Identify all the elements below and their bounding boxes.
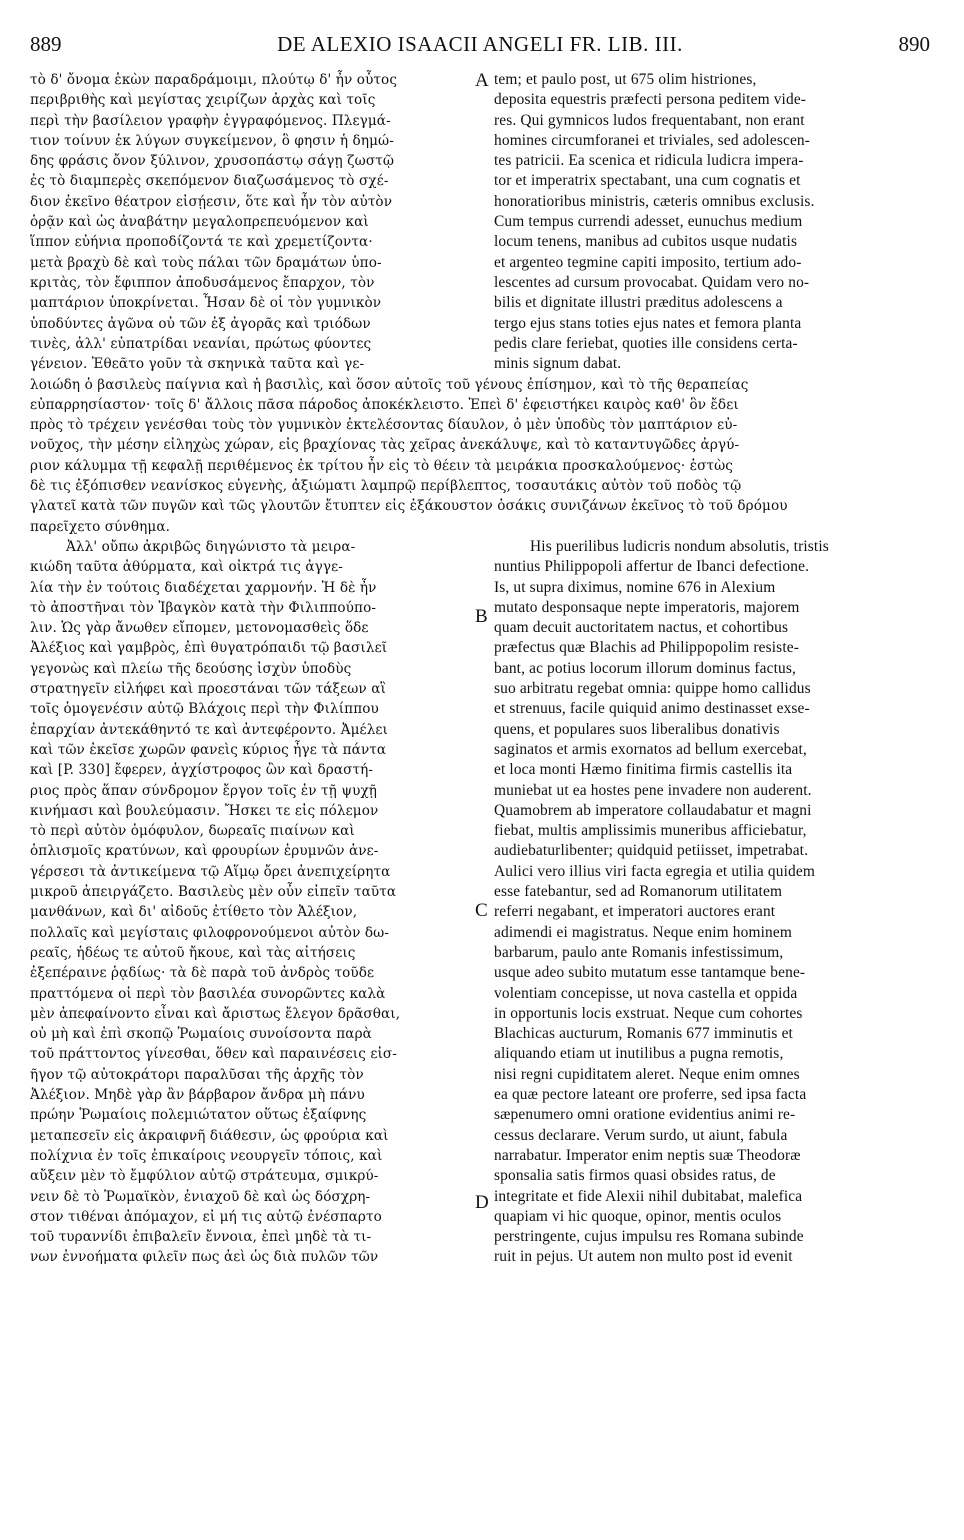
text-line: λία τὴν ἐν τούτοις διαδέχεται χαρμονήν. Ἡ δὲ ἦν	[30, 579, 377, 596]
page-number-right: 890	[898, 32, 930, 56]
text-line: minis signum dabat.	[494, 355, 622, 373]
text-line: δης φράσις ὄνον ξύλινον, χρυσοπάστῳ σάγῃ ζωστῷ	[30, 153, 395, 170]
greek-full-width-paragraph	[30, 375, 934, 537]
text-line: τοῦ τυραννίδι ἐπιβαλεῖν ἔννοια, ἐπεὶ μηδὲ τὰ τι-	[30, 1229, 372, 1246]
latin-column-section-3	[494, 537, 934, 1268]
text-line: λοιώδη ὁ βασιλεὺς παίγνια καὶ ἡ βασιλὶς, καὶ ὅσον αὐτοῖς τοῦ γένους ἐπίσημον, καὶ τὸ τῆς θεραπείας	[30, 376, 749, 393]
text-line: ea quæ pectore lateant ore proferre, sed ipsa facta	[494, 1086, 807, 1104]
text-line: Ἀλέξιος καὶ γαμβρὸς, ἐπὶ θυγατρόπαιδι τῷ βασιλεῖ	[30, 640, 388, 657]
text-line: μὲν ἀπεφαίνοντο εἶναι καὶ ἄριστως ἔλεγον δρᾶσθαι,	[30, 1005, 401, 1022]
text-line: στρατηγεῖν εἰλήφει καὶ προεστάναι τῶν τάξεων αἳ	[30, 681, 386, 698]
text-line: ἵππον εὐήνια προποδίζοντά τε καὶ χρεμετίζοντα·	[30, 234, 373, 251]
text-line: ριος πρὸς ἅπαν σύνδρομον ἔργον τοῖς ἐν τῇ ψυχῇ	[30, 782, 378, 799]
text-line: Ἀλέξιον. Μηδὲ γὰρ ἂν βάρβαρον ἄνδρα μὴ πάνυ	[30, 1087, 365, 1104]
text-line: γλατεῖ κατὰ τῶν πυγῶν καὶ τῶς γλουτῶν ἔτυπτεν εἰς ἐξάκουστον ὁσάκις συνιζάνων ἐκεῖνος τὸ τοῦ δρόμου	[30, 498, 788, 515]
text-line: aliquando etiam ut inutilibus a pugna remotis,	[494, 1045, 784, 1063]
text-line: tor et imperatrix spectabant, una cum cognatis et	[494, 172, 801, 190]
text-line: πολλαῖς καὶ μεγίσταις φιλοφρονούμενοι αὐτὸν δω-	[30, 924, 390, 941]
text-line: κινήμασι καὶ βουλεύμασιν. Ἤσκει τε εἰς πόλεμον	[30, 802, 379, 819]
running-title: DE ALEXIO ISAACII ANGELI FR. LIB. III.	[277, 32, 683, 56]
text-line: τὸ περὶ αὐτὸν ὁμόφυλον, δωρεαῖς πιαίνων καὶ	[30, 823, 355, 840]
text-line: τὸ ἀποστῆναι τὸν Ἰβαγκὸν κατὰ τὴν Φιλιππούπο-	[30, 599, 377, 616]
text-line: integritate et fide Alexii nihil dubitabat, malefica	[494, 1187, 803, 1205]
text-line: γεγονὼς καὶ πλείω τῆς δεούσης ἰσχὺν ὑποδὺς	[30, 660, 352, 677]
text-line: volentiam concepisse, ut nova castella et oppida	[494, 984, 798, 1002]
text-line: καὶ [P. 330] ἔφερεν, ἀγχίστροφος ὢν καὶ δραστή-	[30, 762, 374, 779]
text-line: homines circumforanei et triviales, sed adolescen-	[494, 131, 811, 149]
text-line: τοῦ πράττοντος γίνεσθαι, ὅθεν καὶ παραινέσεις εἰσ-	[30, 1046, 397, 1063]
text-line: τινὲς, ἀλλ' εὐπατρίδαι νεανίαι, πρώτως φύοντες	[30, 335, 372, 352]
text-line: Ἀλλ' οὔπω ἀκριβῶς διηγώνιστο τὰ μειρα-	[66, 539, 356, 555]
text-line: γένειον. Ἐθεᾶτο γοῦν τὰ σκηνικὰ ταῦτα καὶ γε-	[30, 356, 365, 373]
text-line: narrabatur. Imperator enim neptis suæ Theodoræ	[494, 1146, 801, 1164]
text-line: ριον κάλυμμα τῇ κεφαλῇ περιθέμενος ἐκ τρίτου ἦν εἰς τὸ θέειν τὰ μειράκια προσκαλούμενος· ἑστὼς	[30, 457, 734, 474]
text-line: usque adeo subito mutatum esse tantamque bene-	[494, 964, 806, 982]
text-line: mutato desponsaque nepte imperatoris, majorem	[494, 598, 800, 616]
text-line: οὐ μὴ καὶ ἐπὶ σκοπῷ Ῥωμαίοις συνοίσοντα παρὰ	[30, 1026, 372, 1043]
text-line: κριτὰς, τὸν ἔφιππον ἀποδυσάμενος ἔπαρχον, τὸν	[30, 274, 375, 291]
text-line: διον ἐκεῖνο θέατρον εἰσῄεσιν, ὅτε καὶ ἦν τὸν αὐτὸν	[30, 193, 393, 210]
text-line: Is, ut supra diximus, nomine 676 in Alexium	[494, 578, 776, 596]
text-line: μαπτάριον ὑποκρίνεται. Ἦσαν δὲ οἱ τὸν γυμνικὸν	[30, 295, 382, 312]
text-line: μανθάνων, καὶ δι' αἰδοῦς ἐτίθετο τὸν Ἀλέξιον,	[30, 904, 358, 921]
text-line: Blachicas aucturum, Romanis 677 imminutis et	[494, 1025, 793, 1043]
text-line: πραττόμενα οἱ περὶ τὸν βασιλέα συνορῶντες καλὰ	[30, 985, 386, 1002]
text-line: στον τιθέναι ἀπόμαχον, εἰ μή τις αὐτῷ ἐνέσπαρτο	[30, 1208, 382, 1225]
text-line: ὁρᾷν καὶ ὡς ἀναβάτην μεγαλοπρεπευόμενον καὶ	[30, 214, 369, 231]
text-line: λιν. Ὡς γὰρ ἄνωθεν εἴπομεν, μετονομασθεὶς ὅδε	[30, 620, 369, 637]
text-line: saginatos et armis exornatos ad bellum exercebat,	[494, 740, 807, 758]
text-line: Quamobrem ab imperatore collaudabatur et magni	[494, 801, 812, 819]
text-line: μικροῦ ἀπειργάζετο. Βασιλεὺς μὲν οὖν εἰπεῖν ταῦτα	[30, 884, 397, 901]
text-line: ἐπαρχίαν ἀντεκάθηντό τε καὶ ἀντεφέροντο. Ἀμέλει	[30, 721, 388, 738]
text-line: et strenuus, facile quiquid animo destinasset exse-	[494, 700, 810, 718]
text-line: deposita equestris præfecti persona peditem vide-	[494, 91, 807, 109]
text-line: perstringente, cujus impulsu res Romana subinde	[494, 1228, 804, 1246]
text-line: esse fatebantur, sed ad Romanorum utilitatem	[494, 883, 783, 901]
text-line: περιβριθὴς καὶ μεγίστας χειρίζων ἀρχὰς καὶ τοῖς	[30, 92, 376, 109]
text-line: καὶ τῶν ἐκεῖσε χωρῶν φανεὶς κύριος ἦγε τὰ πάντα	[30, 741, 387, 758]
margin-marker-a: A	[475, 70, 489, 91]
text-line: nisi regni cupiditatem aleret. Neque enim omnes	[494, 1065, 800, 1083]
greek-column-section-3	[30, 537, 472, 1268]
page-number-left: 889	[30, 32, 62, 56]
text-line: ὑποδύντες ἀγῶνα οὐ τῶν ἐξ ἀγορᾶς καὶ τριόδων	[30, 315, 371, 332]
text-line: Aulici vero illius viri facta egregia et utilia quidem	[494, 862, 815, 880]
text-line: νοῦχος, τὴν μέσην εἰληχὼς χώραν, εἰς βραχίονας τὰς χεῖρας ἀνεκάλυψε, καὶ τὸ καταντυγῶδες ἀργύ-	[30, 437, 740, 454]
text-line: bant, ac potius locorum illorum dominus factus,	[494, 659, 796, 677]
text-line: περὶ τὴν βασίλειον γραφὴν ἐγγραφόμενος. Πλεγμά-	[30, 112, 391, 129]
text-line: sponsalia satis firmos quasi obsides ratus, de	[494, 1167, 776, 1185]
page-header	[30, 32, 930, 62]
text-line: fiebat, multis amplissimis muneribus afficiebatur,	[494, 822, 807, 840]
text-line: His puerilibus ludicris nondum absolutis, tristis	[530, 538, 829, 555]
text-line: tergo ejus stans toties ejus nates et femora planta	[494, 314, 802, 332]
text-line: Cum tempus currendi adesset, eunuchus medium	[494, 213, 803, 231]
text-line: quam decuit auctoritatem nactus, et cohortibus	[494, 619, 789, 637]
text-line: bilis et dignitate illustri præditus adolescens a	[494, 294, 783, 312]
margin-marker-b: B	[475, 606, 488, 627]
text-line: νων ἐννοήματα φιλεῖν πως ἀεὶ ὡς διὰ πυλῶν τῶν	[30, 1249, 379, 1266]
text-line: et loca monti Hæmo finitima firmis castellis ita	[494, 761, 793, 779]
text-line: κιώδη ταῦτα ἀθύρματα, καὶ οἰκτρά τις ἀγγε-	[30, 559, 343, 576]
greek-column-section-1	[30, 70, 472, 374]
text-line: ῆγον τῷ αὐτοκράτορι παραλῦσαι τῆς ἀρχῆς τὸν	[30, 1066, 364, 1083]
text-line: τὸ δ' ὄνομα ἑκὼν παραδράμοιμι, πλούτῳ δ' ἦν οὗτος	[30, 72, 398, 88]
margin-marker-d: D	[475, 1192, 489, 1213]
text-line: quapiam vi hic quoque, opinor, mentis oculos	[494, 1207, 782, 1225]
text-line: μεταπεσεῖν εἰς ἀκραιφνῆ διάθεσιν, ὡς φρούρια καὶ	[30, 1127, 389, 1144]
latin-column-section-1	[494, 70, 934, 374]
text-line: pedis clare feriebat, quoties ille considens certa-	[494, 334, 798, 352]
text-line: in opportunis locis exstruat. Neque cum cohortes	[494, 1004, 803, 1022]
text-line: suo arbitratu regebat omnia: quippe homo callidus	[494, 680, 811, 698]
text-line: audiebaturlibenter; quidquid petiisset, impetrabat.	[494, 842, 809, 860]
text-line: τιον τοίνυν ἐκ λύγων συγκείμενον, ὃ φησιν ἡ δημώ-	[30, 132, 394, 149]
text-line: ὁπλισμοῖς κρατύνων, καὶ φρουρίων ἐρυμνῶν ἀνε-	[30, 843, 379, 860]
text-line: πρώην Ῥωμαίοις πολεμιώτατον οὕτως ἐξαίφνης	[30, 1107, 367, 1124]
text-line: cessus declarare. Verum surdo, ut aiunt, fabula	[494, 1126, 788, 1144]
text-line: barbarum, paulo ante Romanis infestissimum,	[494, 943, 784, 961]
text-line: τοῖς ὁμογενέσιν αὐτῷ Βλάχοις περὶ τὴν Φιλίππου	[30, 701, 379, 718]
text-line: πολίχνια ἐν τοῖς ἐπικαίροις νεουργεῖν τόποις, καὶ	[30, 1147, 383, 1164]
text-line: tes patricii. Ea scenica et ridicula ludicra impera-	[494, 152, 804, 170]
text-line: ἐς τὸ διαμπερὲς σκεπόμενον διαζωσάμενος τὸ σχέ-	[30, 173, 389, 190]
text-line: referri negabant, et imperatori auctores erant	[494, 903, 776, 921]
text-line: παρεῖχετο σύνθημα.	[30, 518, 171, 535]
text-line: locum tenens, manibus ad cubitos usque nudatis	[494, 233, 798, 251]
text-line: adimendi ei magistratus. Neque enim hominem	[494, 923, 792, 941]
text-line: et argenteo tegmine capiti imposito, tertium ado-	[494, 253, 802, 271]
text-line: αὔξειν μὲν τὸ ἔμφύλιον αὐτῷ στράτευμα, σμικρύ-	[30, 1168, 379, 1185]
text-line: γέρσεσι τὰ ἀντικείμενα τῷ Αἵμῳ ὄρει ἀνεπιχείρητα	[30, 863, 391, 880]
text-line: ἐξεπέραινε ῥᾳδίως· τὰ δὲ παρὰ τοῦ ἀνδρὸς τοῦδε	[30, 965, 375, 982]
text-line: lescentes ad cursum provocabat. Quidam vero no-	[494, 273, 810, 291]
text-line: δὲ τις ἐξόπισθεν νεανίσκος εὐγενὴς, ἀξιώματι λαμπρῷ περίβλεπτος, τοσαυτάκις αὐτὸν τοῦ ποδὸς τῷ	[30, 477, 742, 494]
text-line: ruit in pejus. Ut autem non multo post id evenit	[494, 1248, 793, 1266]
text-line: tem; et paulo post, ut 675 olim histriones,	[494, 71, 757, 88]
text-line: quens, et populares suos liberalibus donativis	[494, 720, 780, 738]
text-line: muniebat ut ea hostes pene invadere non auderent.	[494, 781, 812, 799]
text-line: νειν δὲ τὸ Ῥωμαϊκὸν, ἐνιαχοῦ δὲ καὶ ὡς δόσχρη-	[30, 1188, 371, 1205]
text-line: præfectus quæ Blachis ad Philippopolim resiste-	[494, 639, 799, 657]
text-line: sæpenumero omni oratione evidentius animi re-	[494, 1106, 796, 1124]
text-line: res. Qui gymnicos ludos frequentabant, non erant	[494, 111, 805, 129]
text-line: εὐπαρρησίαστον· τοῖς δ' ἄλλοις πᾶσα πάροδος ἀποκέκλειστο. Ἐπεὶ δ' ἐφειστήκει καιρὸς καθ' ὃν ἔδει	[30, 396, 739, 413]
text-line: μετὰ βραχὺ δὲ καὶ τοὺς πάλαι τῶν δραμάτων ὑπο-	[30, 254, 382, 271]
margin-marker-c: C	[475, 900, 488, 921]
text-line: πρὸς τὸ τρέχειν γενέσθαι τοὺς τὸν γυμνικὸν ἐκτελέσοντας δίαυλον, ὁ μὲν ὑποδὺς τὸν μαπτάριον εὐ-	[30, 417, 738, 434]
text-line: honoratioribus ministris, cæteris omnibus exclusis.	[494, 192, 815, 210]
text-line: ρεαῖς, ἡδέως τε αὐτοῦ ἤκουε, καὶ τὰς αἰτήσεις	[30, 944, 356, 961]
text-line: nuntius Philippopoli affertur de Ibanci defectione.	[494, 558, 810, 576]
